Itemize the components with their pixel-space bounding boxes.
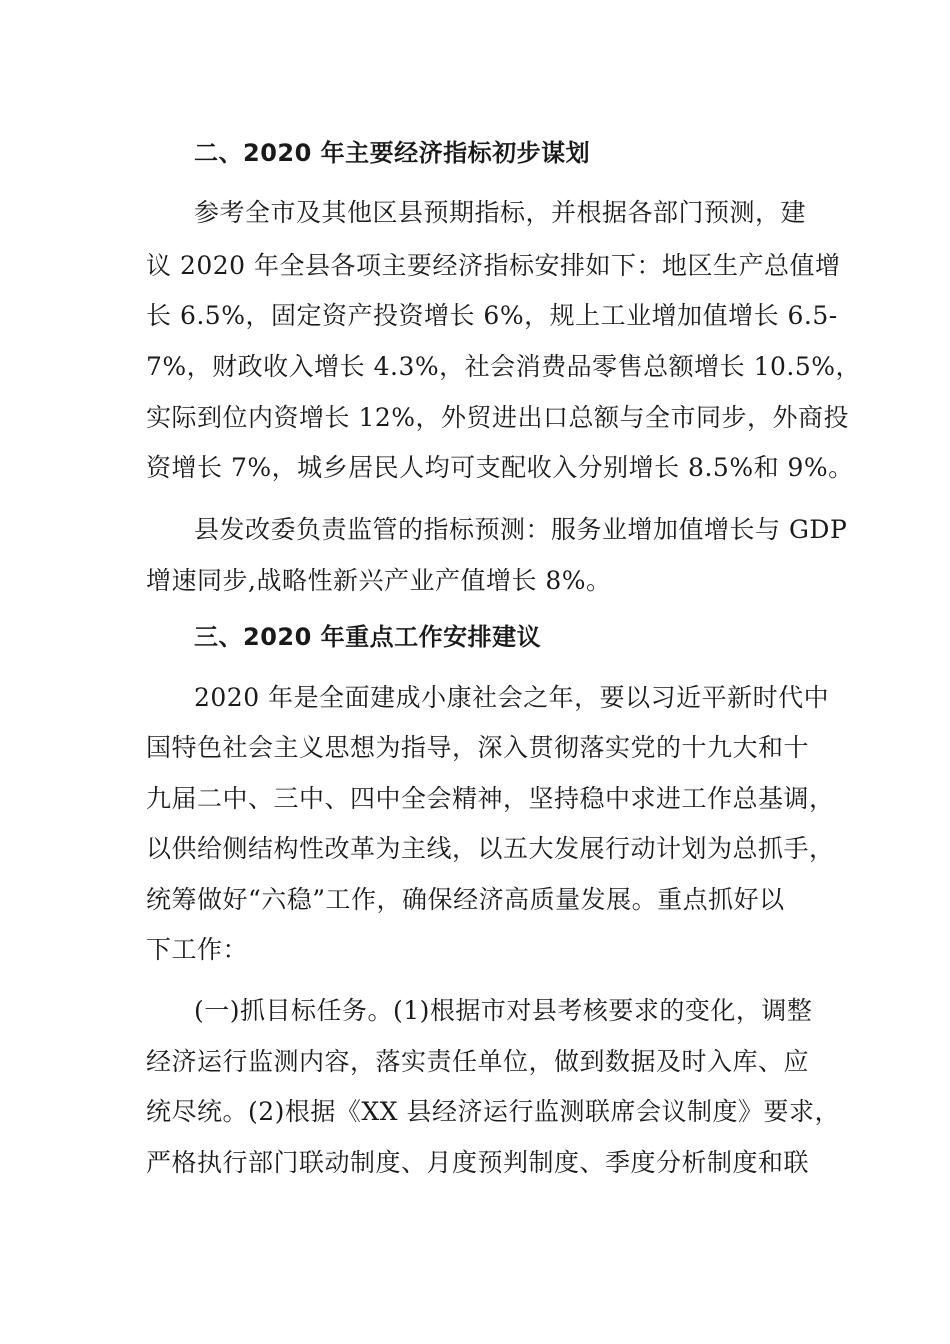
- paragraph-line: 议 2020 年全县各项主要经济指标安排如下：地区生产总值增: [146, 251, 841, 280]
- paragraph-line: 实际到位内资增长 12%，外贸进出口总额与全市同步，外商投: [146, 403, 850, 432]
- paragraph-line: 参考全市及其他区县预期指标，并根据各部门预测，建: [194, 198, 807, 227]
- paragraph-line: 国特色社会主义思想为指导，深入贯彻落实党的十九大和十: [146, 733, 810, 762]
- paragraph-line: 统筹做好“六稳”工作，确保经济高质量发展。重点抓好以: [146, 885, 785, 914]
- paragraph-line: 经济运行监测内容，落实责任单位，做到数据及时入库、应: [146, 1047, 810, 1076]
- paragraph-line: 县发改委负责监管的指标预测：服务业增加值增长与 GDP: [194, 515, 848, 544]
- paragraph-line: 严格执行部门联动制度、月度预判制度、季度分析制度和联: [146, 1148, 810, 1177]
- paragraph-line: 统尽统。(2)根据《XX 县经济运行监测联席会议制度》要求，: [146, 1097, 840, 1126]
- section-heading-2020-targets: 二、2020 年主要经济指标初步谋划: [194, 139, 591, 167]
- section-heading-2020-work-plan: 三、2020 年重点工作安排建议: [194, 623, 542, 651]
- paragraph-line: 2020 年是全面建成小康社会之年，要以习近平新时代中: [194, 683, 830, 712]
- paragraph-line: 7%，财政收入增长 4.3%，社会消费品零售总额增长 10.5%，: [146, 352, 861, 381]
- paragraph-line: 九届二中、三中、四中全会精神，坚持稳中求进工作总基调，: [146, 784, 835, 813]
- paragraph-line: 以供给侧结构性改革为主线，以五大发展行动计划为总抓手，: [146, 834, 835, 863]
- paragraph-line: 资增长 7%，城乡居民人均可支配收入分别增长 8.5%和 9%。: [146, 453, 854, 482]
- paragraph-line: 下工作：: [146, 935, 249, 964]
- paragraph-line: (一)抓目标任务。(1)根据市对县考核要求的变化，调整: [194, 996, 813, 1025]
- paragraph-line: 增速同步,战略性新兴产业产值增长 8%。: [146, 566, 612, 595]
- paragraph-line: 长 6.5%，固定资产投资增长 6%，规上工业增加值增长 6.5-: [146, 301, 838, 330]
